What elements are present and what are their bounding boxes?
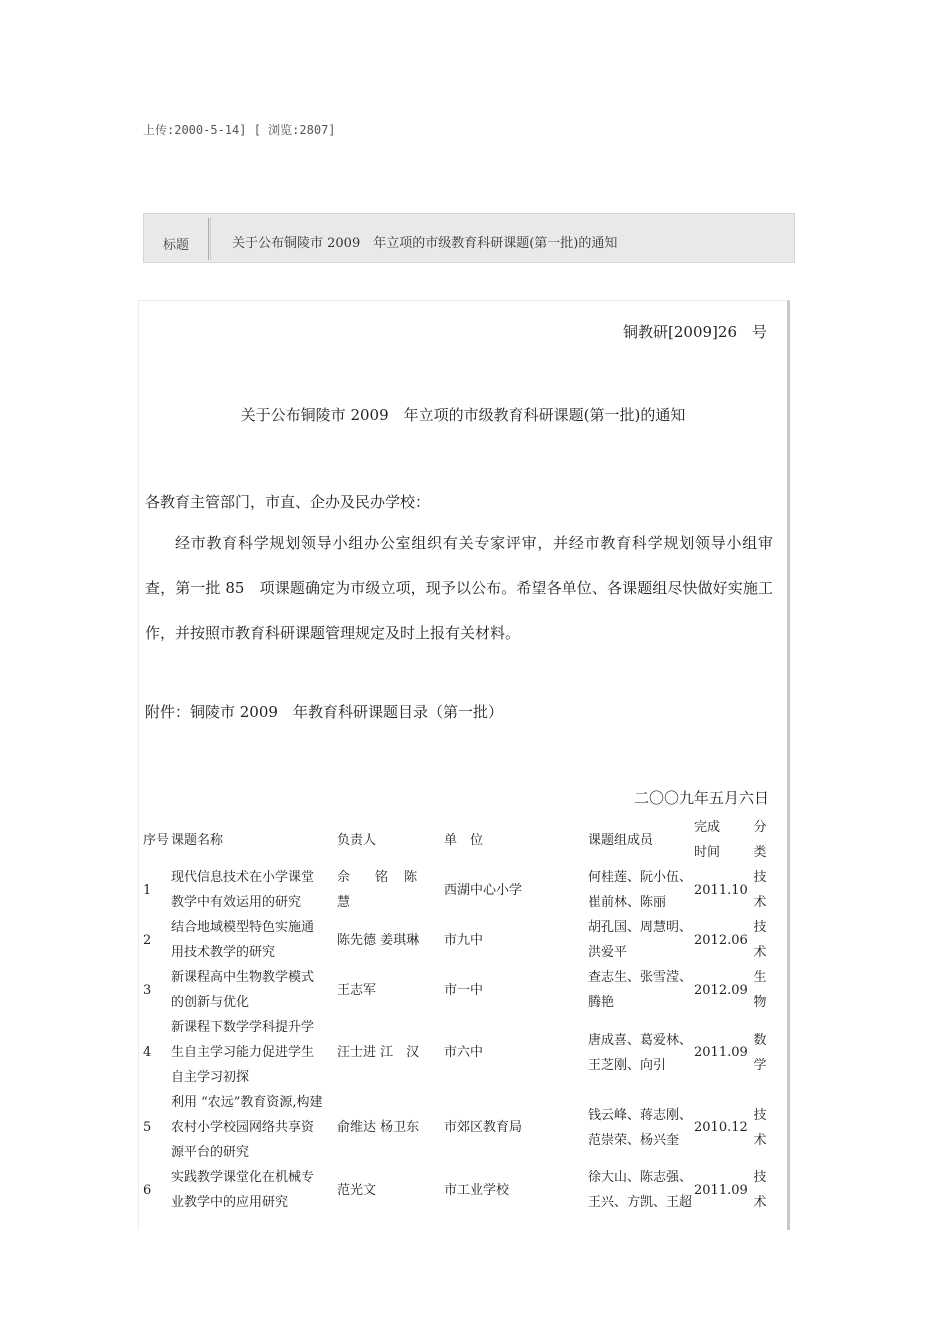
cell-unit: 市一中: [444, 982, 484, 998]
members-line: 王芝刚、向引: [588, 1057, 667, 1073]
cell-time: 2011.09: [694, 1045, 748, 1060]
table-row: [143, 965, 770, 1015]
table-row: [143, 865, 770, 915]
cell-no: 3: [143, 982, 152, 998]
cell-time: 2012.06: [694, 932, 748, 948]
header-unit: 单 位: [444, 832, 484, 848]
cell-name: [171, 965, 337, 1015]
header-cat-line2: 类: [753, 845, 767, 860]
cell-no: 6: [143, 1182, 152, 1198]
cell-time: 2012.09: [694, 982, 748, 998]
name-line: 教学中有效运用的研究: [171, 895, 302, 910]
cell-lead: 俞维达 杨卫东: [337, 1120, 420, 1135]
name-line: 利用 “农远”教育资源,构建: [171, 1095, 323, 1110]
cat-line: 术: [753, 895, 767, 910]
header-lead: 负责人: [337, 832, 377, 848]
cell-unit: 西湖中心小学: [444, 882, 523, 898]
header-time-line1: 完成: [694, 820, 721, 835]
cell-lead: 汪士进 江 汉: [337, 1045, 420, 1060]
cell-members: [588, 1015, 694, 1090]
view-count: [ 浏览:2807]: [253, 123, 336, 137]
attachment-line: 附件：铜陵市 2009 年教育科研课题目录（第一批）: [145, 703, 503, 721]
cell-category: [750, 1165, 770, 1215]
members-line: 唐成喜、葛爱林、: [588, 1032, 693, 1048]
document-heading: 关于公布铜陵市 2009 年立项的市级教育科研课题(第一批)的通知: [240, 406, 686, 424]
cell-time: 2011.10: [694, 882, 748, 898]
cell-category: [750, 865, 770, 915]
header-time: [694, 815, 750, 865]
cell-lead: 佘 铭 陈 慧: [337, 870, 443, 910]
name-line: 业教学中的应用研究: [171, 1195, 289, 1210]
cell-members: [588, 865, 694, 915]
cat-line: 技: [753, 920, 767, 935]
name-line: 新课程下数学学科提升学: [171, 1020, 315, 1035]
name-line: 生自主学习能力促进学生: [171, 1045, 315, 1060]
header-cat-line1: 分: [753, 820, 767, 835]
cell-no: 5: [143, 1120, 152, 1135]
project-table: [143, 815, 770, 1215]
cat-line: 学: [753, 1057, 767, 1073]
header-name: 课题名称: [171, 832, 224, 848]
table-row: [143, 1090, 770, 1165]
cell-time: 2011.09: [694, 1182, 748, 1198]
name-line: 的创新与优化: [171, 995, 250, 1010]
name-line: 结合地域模型特色实施通: [171, 920, 315, 935]
cell-unit: 市九中: [444, 932, 484, 948]
document-number: 铜教研[2009]26 号: [623, 323, 767, 341]
name-line: 实践教学课堂化在机械专: [171, 1170, 315, 1185]
members-line: 胡孔国、周慧明、: [588, 920, 693, 935]
greeting: 各教育主管部门，市直、企办及民办学校：: [145, 493, 431, 511]
cell-lead: 陈先德 姜琪琳: [337, 932, 420, 948]
cell-members: [588, 1090, 694, 1165]
cat-line: 数: [753, 1032, 767, 1048]
title-bar: [143, 213, 795, 263]
members-line: 腾艳: [588, 995, 615, 1010]
cell-lead: 范光文: [337, 1182, 377, 1198]
cell-name: [171, 1090, 337, 1165]
members-line: 何桂莲、阮小伍、: [588, 870, 693, 885]
cat-line: 生: [753, 970, 767, 985]
members-line: 王兴、方凯、王超: [588, 1195, 693, 1210]
cell-members: [588, 915, 694, 965]
cat-line: 物: [753, 995, 767, 1010]
table-header-row: [143, 815, 770, 865]
cell-lead: 王志军: [337, 982, 377, 998]
article-title: 关于公布铜陵市 2009 年立项的市级教育科研课题(第一批)的通知: [232, 236, 618, 251]
name-line: 现代信息技术在小学课堂: [171, 870, 315, 885]
members-line: 查志生、张雪滢、: [588, 970, 693, 985]
name-line: 用技术教学的研究: [171, 945, 276, 960]
body-paragraph: 经市教育科学规划领导小组办公室组织有关专家评审，并经市教育科学规划领导小组审查，第一批 85 项课题确定为市级立项，现予以公布。希望各单位、各课题组尽快做好实施工作，并按照市教育科研课题管理规定及时上报有关材料。: [145, 534, 773, 642]
cell-name: [171, 1015, 337, 1090]
cat-line: 术: [753, 945, 767, 960]
cell-members: [588, 1165, 694, 1215]
table-row: [143, 1015, 770, 1090]
table-row: [143, 915, 770, 965]
upload-date: 上传:2000-5-14]: [143, 123, 247, 137]
cell-name: [171, 1165, 337, 1215]
name-line: 源平台的研究: [171, 1145, 250, 1160]
cell-no: 1: [143, 882, 152, 898]
cat-line: 技: [753, 1107, 767, 1123]
cell-name: [171, 865, 337, 915]
cell-no: 4: [143, 1045, 152, 1060]
cell-category: [750, 915, 770, 965]
cat-line: 术: [753, 1195, 767, 1210]
cell-category: [750, 965, 770, 1015]
title-label: 标题: [163, 238, 190, 253]
members-line: 钱云峰、蒋志刚、: [588, 1107, 693, 1123]
cell-unit: 市工业学校: [444, 1182, 510, 1198]
header-members: 课题组成员: [588, 832, 654, 848]
members-line: 徐大山、陈志强、: [588, 1170, 693, 1185]
cell-time: 2010.12: [694, 1120, 748, 1135]
upload-meta: [143, 121, 336, 138]
header-category: [750, 815, 770, 865]
cell-unit: 市郊区教育局: [444, 1120, 523, 1135]
cell-unit: 市六中: [444, 1045, 484, 1060]
cell-category: [750, 1015, 770, 1090]
document-body: [138, 300, 790, 1230]
cell-no: 2: [143, 932, 152, 948]
name-line: 农村小学校园网络共享资: [171, 1120, 315, 1135]
issue-date: 二〇〇九年五月六日: [633, 789, 769, 807]
cell-category: [750, 1090, 770, 1165]
header-no: 序号: [143, 832, 170, 848]
members-line: 崔前林、陈丽: [588, 895, 667, 910]
cell-name: [171, 915, 337, 965]
cat-line: 技: [753, 870, 767, 885]
header-time-line2: 时间: [694, 845, 721, 860]
members-line: 洪爱平: [588, 945, 628, 960]
title-separator: [208, 218, 211, 260]
name-line: 自主学习初探: [171, 1070, 250, 1085]
cat-line: 术: [753, 1132, 767, 1148]
table-row: [143, 1165, 770, 1215]
name-line: 新课程高中生物教学模式: [171, 970, 315, 985]
cat-line: 技: [753, 1170, 767, 1185]
cell-members: [588, 965, 694, 1015]
members-line: 范崇荣、杨兴奎: [588, 1132, 680, 1148]
